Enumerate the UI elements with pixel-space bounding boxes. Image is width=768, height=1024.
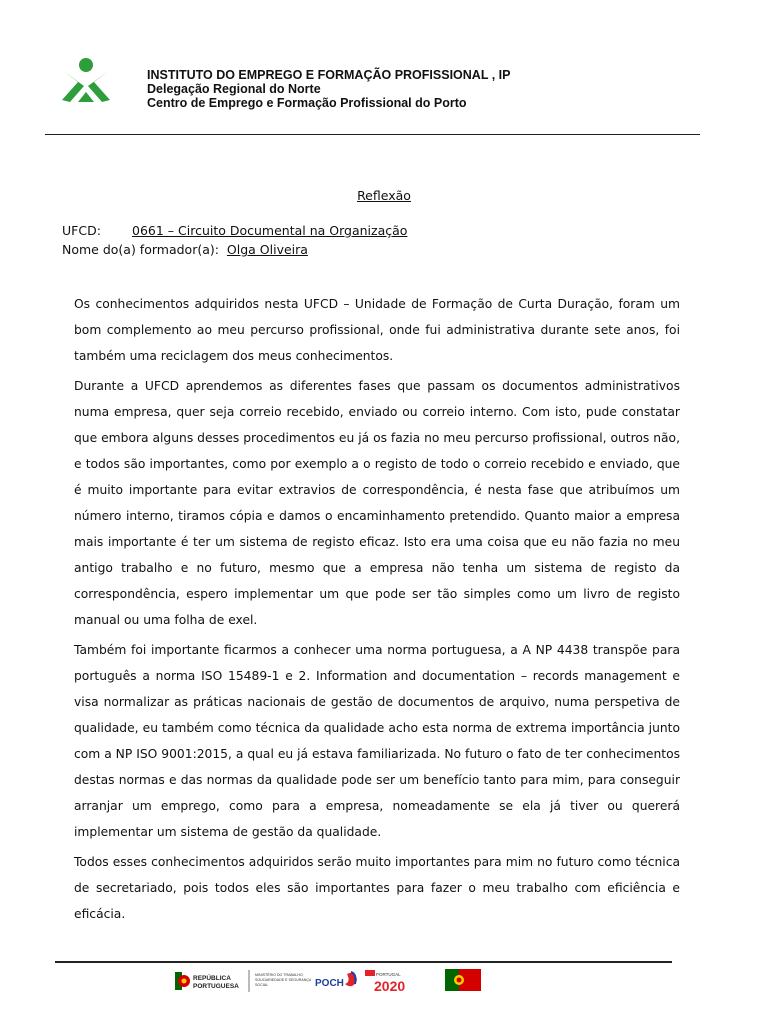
ufcd-value: 0661 – Circuito Documental na Organização — [132, 223, 408, 238]
poch-logo: POCH — [315, 978, 344, 989]
paragraph: Também foi importante ficarmos a conhecer uma norma portuguesa, a A NP 4438 transpõe para português a norma ISO 15489-1 e 2. Information and documentation – records management e visa normalizar as práticas nacionais de gestão de documentos de arquivo, numa perspetiva de qualidade, eu também como técnica da qualidade acho esta norma de extrema importância junto com a NP ISO 9001:2015, a qual eu já estava familiarizada. No futuro o fato de ter conhecimentos destas normas e das normas da qualidade pode ser um benefício tanto para mim, para conseguir arranjar um emprego, como para a empresa, nomeadamente se ela já tiver ou quererá implementar um sistema de gestão da qualidade. — [74, 643, 680, 839]
footer-divider — [55, 961, 672, 963]
iefp-logo-icon — [56, 56, 116, 108]
year-2020-logo: 2020 — [374, 978, 406, 994]
center-name: Centro de Emprego e Formação Profissional do Porto — [147, 96, 467, 110]
delegation-name: Delegação Regional do Norte — [147, 82, 321, 96]
ufcd-row — [62, 223, 407, 238]
paragraph: Durante a UFCD aprendemos as diferentes fases que passam os documentos administrativos numa empresa, quer seja correio recebido, enviado ou correio interno. Com isto, pude constatar que embora alguns desses procedimentos eu já os fazia no meu percurso profissional, outros não, e todos são importantes, como por exemplo a o registo de todo o correio recebido e enviado, que é muito importante para evitar extravios de correspondência, é nesta fase que atribuímos um número interno, tiramos cópia e damos o encaminhamento pretendido. Quanto maior a empresa mais importante é ter um sistema de registo eficaz. Isto era uma coisa que eu não fazia no meu antigo trabalho e no futuro, mesmo que a empresa não tenha um sistema de registo da correspondência, espero implementar um que pode ser tão simples como um livro de registo manual ou uma folha de exel. — [74, 379, 680, 627]
portugal-label: PORTUGAL — [376, 972, 401, 977]
document-title: Reflexão — [357, 188, 411, 203]
trainer-label: Nome do(a) formador(a): — [62, 242, 219, 257]
document-body — [74, 291, 680, 931]
paragraph: Os conhecimentos adquiridos nesta UFCD – Unidade de Formação de Curta Duração, foram um bom complemento ao meu percurso profissional, onde fui administrativa durante sete anos, foi também uma reciclagem dos meus conhecimentos. — [74, 297, 680, 363]
trainer-row — [62, 242, 308, 257]
trainer-value: Olga Oliveira — [226, 242, 308, 257]
ministry-line3: SOCIAL — [255, 983, 269, 987]
ministry-line2: SOLIDARIEDADE E SEGURANÇA — [255, 978, 312, 982]
header-divider — [45, 134, 700, 135]
republica-line1: REPÚBLICA — [193, 975, 231, 982]
paragraph: Todos esses conhecimentos adquiridos serão muito importantes para mim no futuro como técnica de secretariado, pois todos eles são importantes para fazer o meu trabalho com eficiência e eficácia. — [74, 855, 680, 921]
ufcd-label: UFCD: — [62, 223, 101, 238]
republica-line2: PORTUGUESA — [193, 983, 239, 990]
institution-header — [147, 68, 510, 110]
ministry-line1: MINISTÉRIO DO TRABALHO, — [255, 973, 304, 977]
institute-name: INSTITUTO DO EMPREGO E FORMAÇÃO PROFISSIONAL , IP — [147, 68, 511, 82]
footer-logos — [175, 966, 485, 996]
republica-portuguesa-logo — [175, 972, 239, 990]
